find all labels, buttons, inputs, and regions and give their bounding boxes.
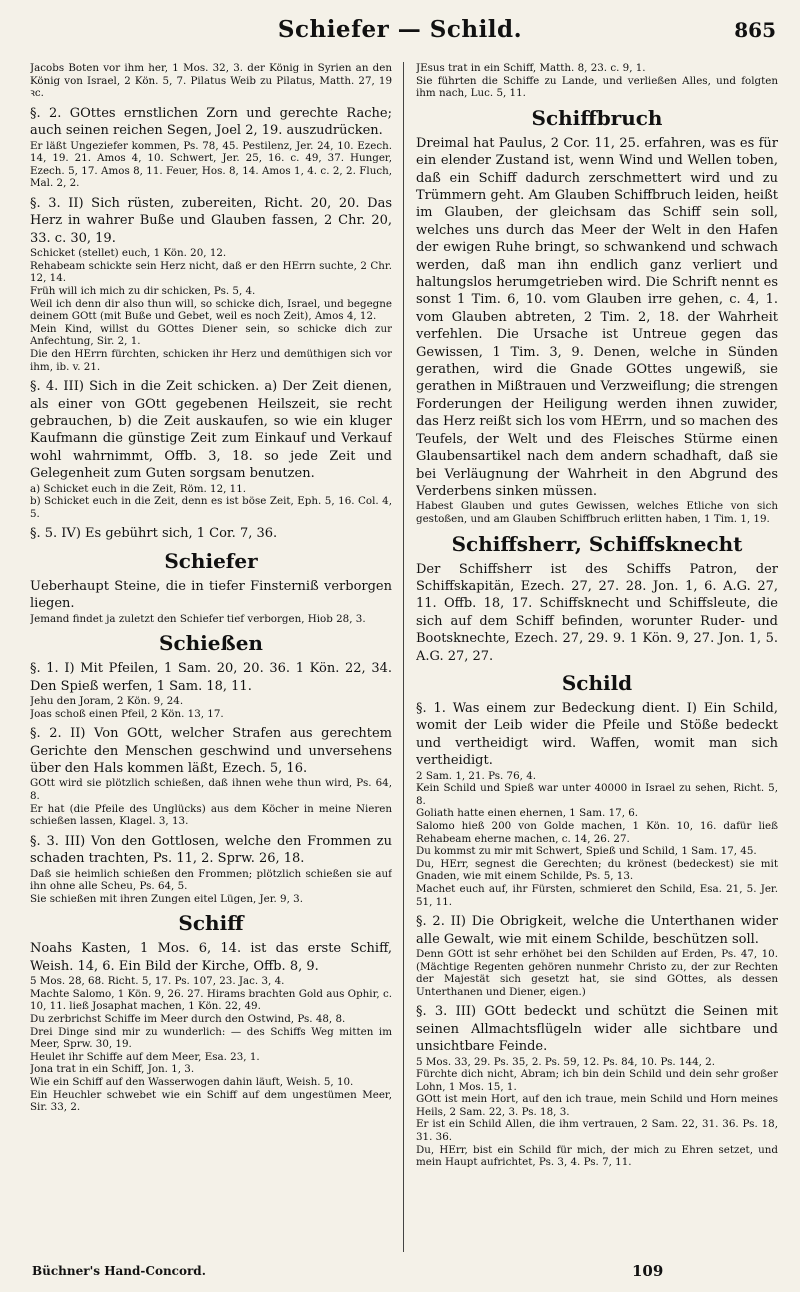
section-paragraph: §. 4. III) Sich in die Zeit schicken. a) Der Zeit dienen, als einer von GOtt gegebenen Heilszeit, sie recht gebrauchen, b) die Zeit auskaufen, so wie ein kluger Kaufmann die günstige Zeit zum Einkauf und Verkauf wohl wahrnimmt, Offb. 3, 18. so jede Zeit und Gelegenheit zum Guten sorgsam benutzen. <box>30 379 392 482</box>
citation-text: b) Schicket euch in die Zeit, denn es ist böse Zeit, Eph. 5, 16. Col. 4, 5. <box>30 495 392 520</box>
citation-text: Du kommst zu mir mit Schwert, Spieß und Schild, 1 Sam. 17, 45. <box>416 845 757 858</box>
citation-text: Sie schießen mit ihren Zungen eitel Lügen, Jer. 9, 3. <box>30 892 303 905</box>
footer-sheet-number: 109 <box>632 1262 664 1280</box>
entry-heading-schiessen: Schießen <box>159 631 263 656</box>
entry-heading-schiffsherr: Schiffsherr, Schiffsknecht <box>451 531 743 556</box>
citation-text: GOtt ist mein Hort, auf den ich traue, mein Schild und Horn meines Heils, 2 Sam. 22, 3. Ps. 18, 3. <box>416 1093 778 1118</box>
citation-text: Früh will ich mich zu dir schicken, Ps. 5, 4. <box>30 284 256 297</box>
citation-text: Er hat (die Pfeile des Unglücks) aus dem Köcher in meine Nieren schießen lassen, Klagel. 3, 13. <box>30 802 392 828</box>
footer-book-title: Büchner's Hand-Concord. <box>32 1264 206 1278</box>
citation-text: Denn GOtt ist sehr erhöhet bei den Schilden auf Erden, Ps. 47, 10. (Mächtige Regenten gehören nunmehr Christo zu, der zur Rechten der Majestät sich gesetzt hat, sie sind GOttes, als dessen Unterthanen und Diener, eigen.) <box>416 947 778 998</box>
page-header <box>0 10 800 50</box>
section-paragraph: §. 2. II) Von GOtt, welcher Strafen aus gerechtem Gerichte den Menschen geschwind und unversehens über den Hals kommen läßt, Ezech. 5, 16. <box>30 726 392 776</box>
citation-text: Er läßt Ungeziefer kommen, Ps. 78, 45. Pestilenz, Jer. 24, 10. Ezech. 14, 19. 21. Amos 4, 10. Schwert, Jer. 25, 16. c. 49, 37. Hunger, Ezech. 5, 17. Amos 8, 11. Feuer, Hos. 8, 14. Amos 1, 4. c. 2, 2. Fluch, Mal. 2, 2. <box>30 139 392 190</box>
section-paragraph: §. 2. GOttes ernstlichen Zorn und gerechte Rache; auch seinen reichen Segen, Joel 2, 19. auszudrücken. <box>30 105 392 139</box>
citation-text: Jona trat in ein Schiff, Jon. 1, 3. <box>30 1063 195 1076</box>
entry-heading-schild: Schild <box>561 670 633 695</box>
citation-text: a) Schicket euch in die Zeit, Röm. 12, 11. <box>30 482 247 495</box>
citation-text: Jehu den Joram, 2 Kön. 9, 24. <box>30 694 184 707</box>
right-column <box>416 62 778 1254</box>
column-divider <box>403 62 404 1252</box>
citation-text: Er ist ein Schild Allen, die ihm vertrauen, 2 Sam. 22, 31. 36. Ps. 18, 31. 36. <box>416 1118 778 1144</box>
citation-text: Jacobs Boten vor ihm her, 1 Mos. 32, 3. der König in Syrien an den König von Israel, 2 Kön. 5, 7. Pilatus Weib zu Pilatus, Matth. 27, 19 ꝛc. <box>30 62 392 100</box>
section-paragraph: §. 2. II) Die Obrigkeit, welche die Unterthanen wider alle Gewalt, wie mit einem Schilde, beschützen soll. <box>416 914 778 947</box>
section-paragraph: Der Schiffsherr ist des Schiffs Patron, der Schiffskapitän, Ezech. 27, 27. 28. Jon. 1, 6. A.G. 27, 11. Offb. 18, 17. Schiffsknecht und Schiffsleute, die sich auf dem Schiff befinden, worunter Ruder- und Bootsknechte, Ezech. 27, 29. 9. 1 Kön. 9, 27. Jon. 1, 5. A.G. 27, 27. <box>416 561 778 664</box>
section-paragraph: Dreimal hat Paulus, 2 Cor. 11, 25. erfahren, was es für ein elender Zustand ist, wenn Wind und Wellen toben, daß ein Schiff dadurch zerschmettert wird und zu Trümmern geht. Am Glauben Schiffbruch leiden, heißt im Glauben, der gleichsam das Schiff sein soll, welches uns durch das Meer der Welt in den Hafen der ewigen Ruhe bringt, so schwankend und schwach werden, daß man ihn endlich ganz verliert und haltungslos herumgetrieben wird. Die Schrift nennt es sonst 1 Tim. 6, 10. vom Glauben irre gehen, c. 4, 1. vom Glauben abtreten, 2 Tim. 2, 18. der Wahrheit verfehlen. Die Ursache ist Untreue gegen das Gewissen, 1 Tim. 3, 9. Denen, welche in Sünden gerathen, wird die Gnade GOttes ungewiß, sie gerathen in Mißtrauen und Verzweiflung; die strengen Forderungen der Heiligung werden ihnen zuwider, das Herz reißt sich los vom HErrn, und so machen des Teufels, der Welt und des Fleisches Stürme einen Glaubensartikel nach dem andern schadhaft, daß sie bei Verläugnung der Wahrheit in den Abgrund des Verderbens sinken müssen. <box>416 135 778 499</box>
citation-text: Drei Dinge sind mir zu wunderlich: — des Schiffs Weg mitten im Meer, Sprw. 30, 19. <box>30 1025 392 1051</box>
citation-text: 5 Mos. 28, 68. Richt. 5, 17. Ps. 107, 23. Jac. 3, 4. <box>30 975 285 988</box>
citation-text: Daß sie heimlich schießen den Frommen; plötzlich schießen sie auf ihn ohne alle Scheu, Ps. 64, 5. <box>30 867 392 893</box>
citation-text: Du zerbrichst Schiffe im Meer durch den Ostwind, Ps. 48, 8. <box>30 1012 346 1025</box>
page-number: 865 <box>734 18 776 42</box>
entry-heading-schiefer: Schiefer <box>164 548 258 573</box>
citation-text: 5 Mos. 33, 29. Ps. 35, 2. Ps. 59, 12. Ps. 84, 10. Ps. 144, 2. <box>416 1055 715 1068</box>
citation-text: Wie ein Schiff auf den Wasserwogen dahin läuft, Weish. 5, 10. <box>30 1075 354 1088</box>
section-paragraph: §. 1. Was einem zur Bedeckung dient. I) Ein Schild, womit der Leib wider die Pfeile und Stöße bedeckt und vertheidigt wird. Waffen, womit man sich vertheidigt. <box>416 700 778 769</box>
section-paragraph: §. 3. III) GOtt bedeckt und schützt die Seinen mit seinen Allmachtsflügeln wider alle sichtbare und unsichtbare Feinde. <box>416 1004 778 1055</box>
citation-text: Rehabeam schickte sein Herz nicht, daß er den HErrn suchte, 2 Chr. 12, 14. <box>30 259 392 285</box>
citation-text: Salomo hieß 200 von Golde machen, 1 Kön. 10, 16. dafür ließ Rehabeam eherne machen, c. 14, 26. 27. <box>416 819 778 845</box>
section-paragraph: Ueberhaupt Steine, die in tiefer Finsterniß verborgen liegen. <box>30 578 392 612</box>
section-paragraph: Noahs Kasten, 1 Mos. 6, 14. ist das erste Schiff, Weish. 14, 6. Ein Bild der Kirche, Offb. 8, 9. <box>30 941 392 974</box>
citation-text: Mein Kind, willst du GOttes Diener sein, so schicke dich zur Anfechtung, Sir. 2, 1. <box>30 322 392 348</box>
entry-heading-schiffbruch: Schiffbruch <box>531 105 663 130</box>
citation-text: 2 Sam. 1, 21. Ps. 76, 4. <box>416 769 537 782</box>
entry-heading-schiff: Schiff <box>178 911 244 936</box>
citation-text: Weil ich denn dir also thun will, so schicke dich, Israel, und begegne deinem GOtt (mit Buße und Gebet, weil es noch Zeit), Amos 4, 12. <box>30 297 392 323</box>
running-title: Schiefer — Schild. <box>277 16 523 43</box>
left-column <box>30 62 392 1254</box>
citation-text: Goliath hatte einen ehernen, 1 Sam. 17, 6. <box>416 807 639 820</box>
citation-text: Du, HErr, segnest die Gerechten; du krönest (bedeckest) sie mit Gnaden, wie mit einem Schilde, Ps. 5, 13. <box>416 857 778 883</box>
citation-text: Habest Glauben und gutes Gewissen, welches Etliche von sich gestoßen, und am Glauben Schiffbruch erlitten haben, 1 Tim. 1, 19. <box>416 500 778 525</box>
citation-text: Ein Heuchler schwebet wie ein Schiff auf dem ungestümen Meer, Sir. 33, 2. <box>30 1088 392 1114</box>
citation-text: Schicket (stellet) euch, 1 Kön. 20, 12. <box>30 247 227 260</box>
text-columns <box>30 62 778 1254</box>
section-paragraph: §. 3. II) Sich rüsten, zubereiten, Richt. 20, 20. Das Herz in wahrer Buße und Glauben fassen, 2 Chr. 20, 33. c. 30, 19. <box>30 195 392 246</box>
citation-text: Sie führten die Schiffe zu Lande, und verließen Alles, und folgten ihm nach, Luc. 5, 11. <box>416 74 778 100</box>
citation-text: Kein Schild und Spieß war unter 40000 in Israel zu sehen, Richt. 5, 8. <box>416 782 778 807</box>
citation-text: Machet euch auf, ihr Fürsten, schmieret den Schild, Esa. 21, 5. Jer. 51, 11. <box>416 882 778 908</box>
citation-text: JEsus trat in ein Schiff, Matth. 8, 23. c. 9, 1. <box>416 62 646 74</box>
citation-text: Die den HErrn fürchten, schicken ihr Herz und demüthigen sich vor ihm, ib. v. 21. <box>30 347 392 373</box>
citation-text: Jemand findet ja zuletzt den Schiefer tief verborgen, Hiob 28, 3. <box>30 612 366 625</box>
citation-text: Joas schoß einen Pfeil, 2 Kön. 13, 17. <box>30 707 224 720</box>
citation-text: Heulet ihr Schiffe auf dem Meer, Esa. 23, 1. <box>30 1050 260 1063</box>
citation-text: Machte Salomo, 1 Kön. 9, 26. 27. Hirams brachten Gold aus Ophir, c. 10, 11. ließ Josaphat machen, 1 Kön. 22, 49. <box>30 987 392 1013</box>
citation-text: GOtt wird sie plötzlich schießen, daß ihnen wehe thun wird, Ps. 64, 8. <box>30 777 392 802</box>
section-paragraph: §. 5. IV) Es gebührt sich, 1 Cor. 7, 36. <box>30 526 278 542</box>
citation-text: Fürchte dich nicht, Abram; ich bin dein Schild und dein sehr großer Lohn, 1 Mos. 15, 1. <box>416 1068 778 1093</box>
citation-text: Du, HErr, bist ein Schild für mich, der mich zu Ehren setzet, und mein Haupt aufrichtet, Ps. 3, 4. Ps. 7, 11. <box>416 1143 778 1169</box>
section-paragraph: §. 3. III) Von den Gottlosen, welche den Frommen zu schaden trachten, Ps. 11, 2. Sprw. 26, 18. <box>30 833 392 867</box>
section-paragraph: §. 1. I) Mit Pfeilen, 1 Sam. 20, 20. 36. 1 Kön. 22, 34. Den Spieß werfen, 1 Sam. 18, 11. <box>30 661 392 694</box>
